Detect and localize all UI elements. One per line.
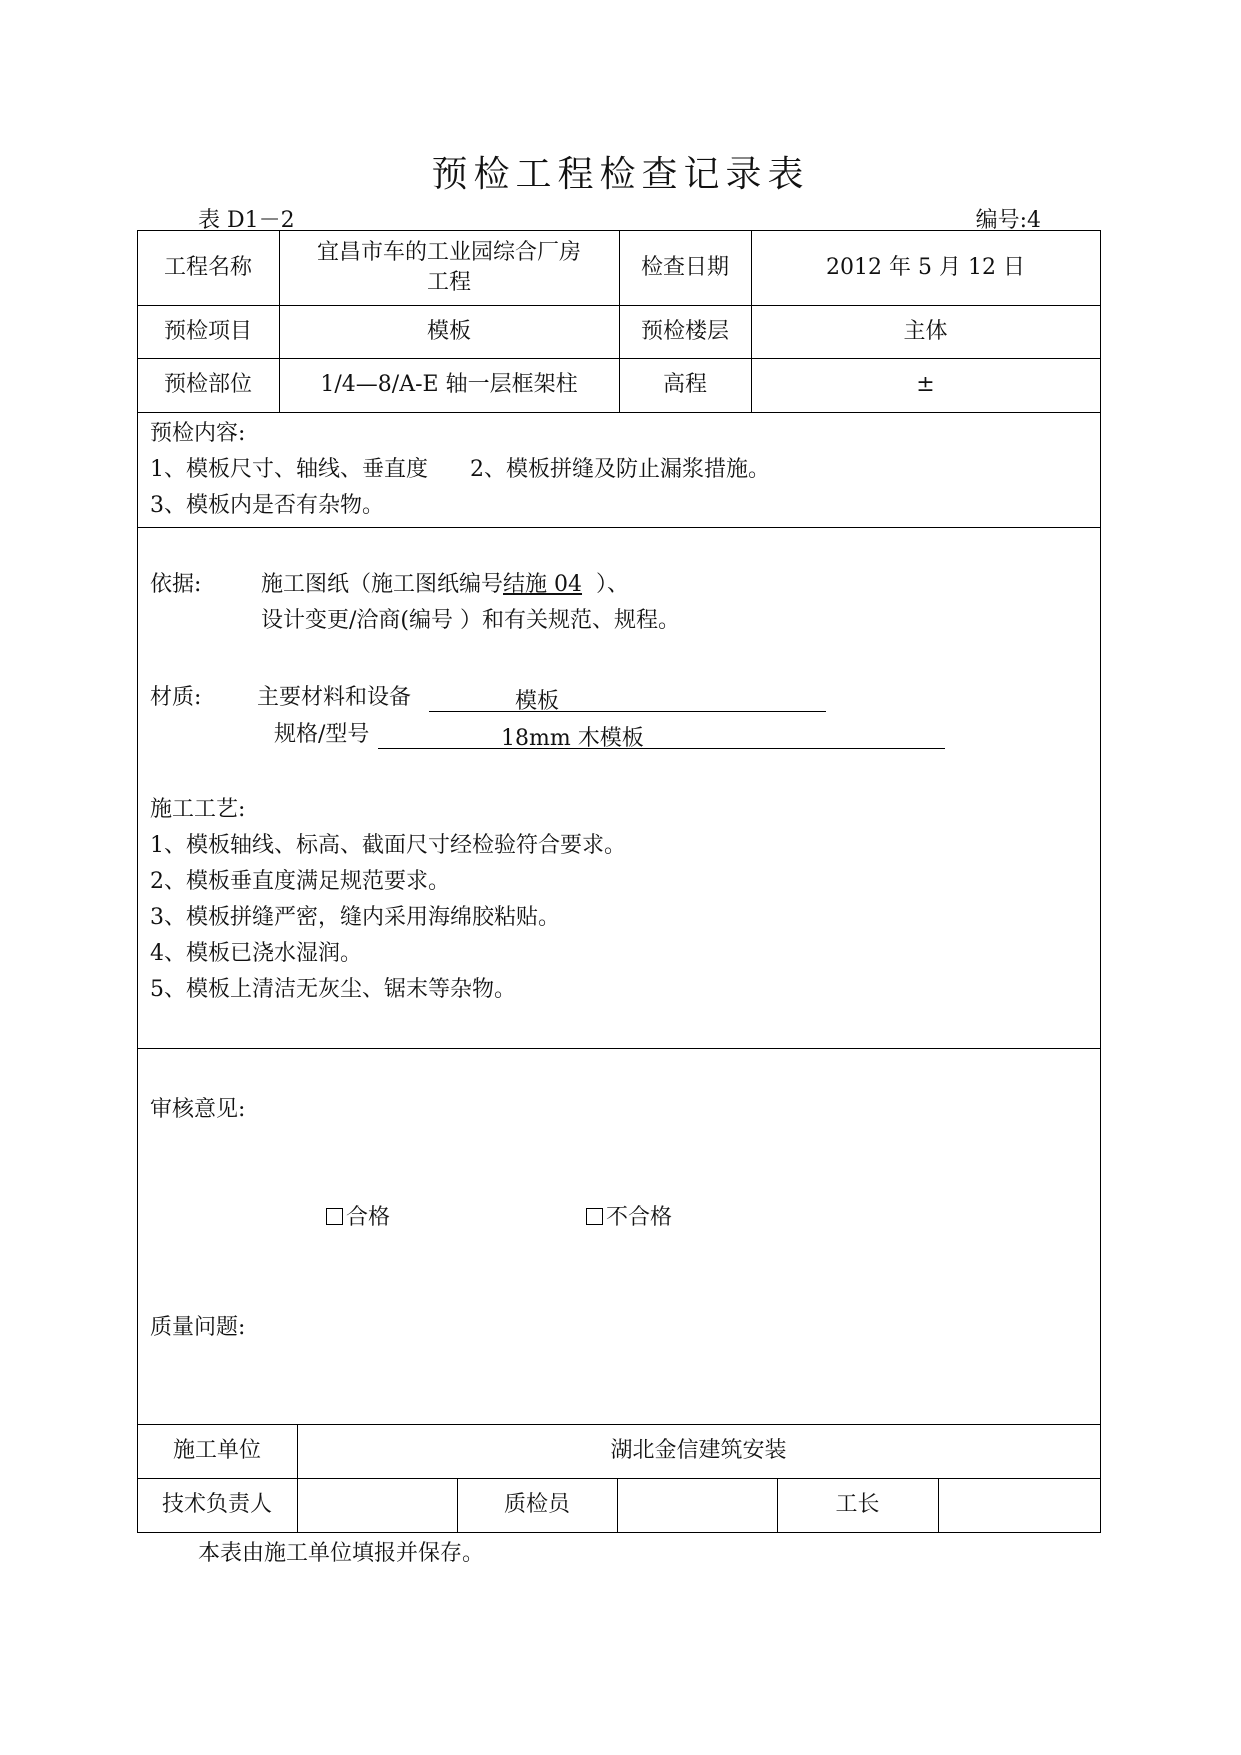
floor-value: 主体 bbox=[903, 318, 948, 344]
main-material-label: 主要材料和设备 bbox=[257, 685, 412, 710]
fail-option[interactable] bbox=[586, 1200, 672, 1236]
basis-label: 依据: bbox=[150, 572, 202, 597]
fail-checkbox[interactable] bbox=[586, 1208, 603, 1225]
project-name-value bbox=[279, 230, 619, 305]
spec-value: 18mm 木模板 bbox=[501, 726, 644, 751]
process-item: 4、模板已浇水湿润。 bbox=[150, 941, 362, 966]
footer-note: 本表由施工单位填报并保存。 bbox=[198, 1541, 485, 1566]
floor-label: 预检楼层 bbox=[640, 318, 729, 344]
basis-line-2: 设计变更/洽商(编号 ）和有关规范、规程。 bbox=[261, 608, 680, 633]
process-heading: 施工工艺: bbox=[150, 797, 246, 822]
qc-label: 质检员 bbox=[503, 1492, 570, 1517]
content-heading: 预检内容: bbox=[150, 421, 246, 446]
pass-label: 合格 bbox=[346, 1205, 391, 1230]
form-number: 表 D1－2 bbox=[198, 208, 295, 233]
elevation-label: 高程 bbox=[662, 372, 707, 397]
pass-checkbox[interactable] bbox=[326, 1208, 343, 1225]
material-label: 材质: bbox=[150, 685, 202, 710]
check-date-value: 2012 年 5 月 12 日 bbox=[826, 254, 1025, 280]
main-material-underline bbox=[429, 711, 826, 712]
basis-line-1 bbox=[261, 567, 629, 603]
unit-label: 施工单位 bbox=[172, 1438, 261, 1463]
qc-value bbox=[617, 1478, 777, 1532]
process-item: 1、模板轴线、标高、截面尺寸经检验符合要求。 bbox=[150, 833, 626, 858]
drawing-number: 结施 04 bbox=[503, 572, 583, 597]
part-value: 1/4—8/A-E 轴一层框架柱 bbox=[320, 372, 578, 397]
review-heading: 审核意见: bbox=[150, 1097, 246, 1122]
check-date-label: 检查日期 bbox=[640, 254, 729, 280]
quality-issues-label: 质量问题: bbox=[150, 1315, 246, 1340]
serial-number: 编号:4 bbox=[975, 208, 1041, 233]
unit-value: 湖北金信建筑安装 bbox=[610, 1438, 787, 1463]
elevation-value: ± bbox=[916, 372, 935, 397]
spec-underline bbox=[378, 748, 945, 749]
process-item: 5、模板上清洁无灰尘、锯末等杂物。 bbox=[150, 977, 516, 1002]
item-label: 预检项目 bbox=[163, 318, 252, 344]
content-line-1: 1、模板尺寸、轴线、垂直度 2、模板拼缝及防止漏浆措施。 bbox=[150, 457, 770, 482]
item-value: 模板 bbox=[426, 318, 471, 344]
process-item: 2、模板垂直度满足规范要求。 bbox=[150, 869, 450, 894]
foreman-label: 工长 bbox=[835, 1492, 880, 1517]
form-title: 预检工程检查记录表 bbox=[431, 154, 810, 195]
tech-lead-value bbox=[297, 1478, 457, 1532]
process-item: 3、模板拼缝严密，缝内采用海绵胶粘贴。 bbox=[150, 905, 560, 930]
tech-lead-label: 技术负责人 bbox=[161, 1492, 272, 1517]
part-label: 预检部位 bbox=[163, 372, 252, 397]
project-name-line2: 工程 bbox=[426, 269, 471, 295]
project-name-line1: 宜昌市车的工业园综合厂房 bbox=[316, 239, 581, 265]
main-material-value: 模板 bbox=[515, 689, 560, 714]
spec-label: 规格/型号 bbox=[274, 722, 370, 747]
project-name-label: 工程名称 bbox=[163, 254, 252, 280]
basis-suffix: ）、 bbox=[596, 572, 630, 597]
content-line-2: 3、模板内是否有杂物。 bbox=[150, 493, 384, 518]
pass-option[interactable] bbox=[326, 1200, 390, 1236]
foreman-value bbox=[938, 1478, 1100, 1532]
basis-prefix: 施工图纸（施工图纸编号 bbox=[261, 572, 504, 597]
fail-label: 不合格 bbox=[606, 1205, 673, 1230]
